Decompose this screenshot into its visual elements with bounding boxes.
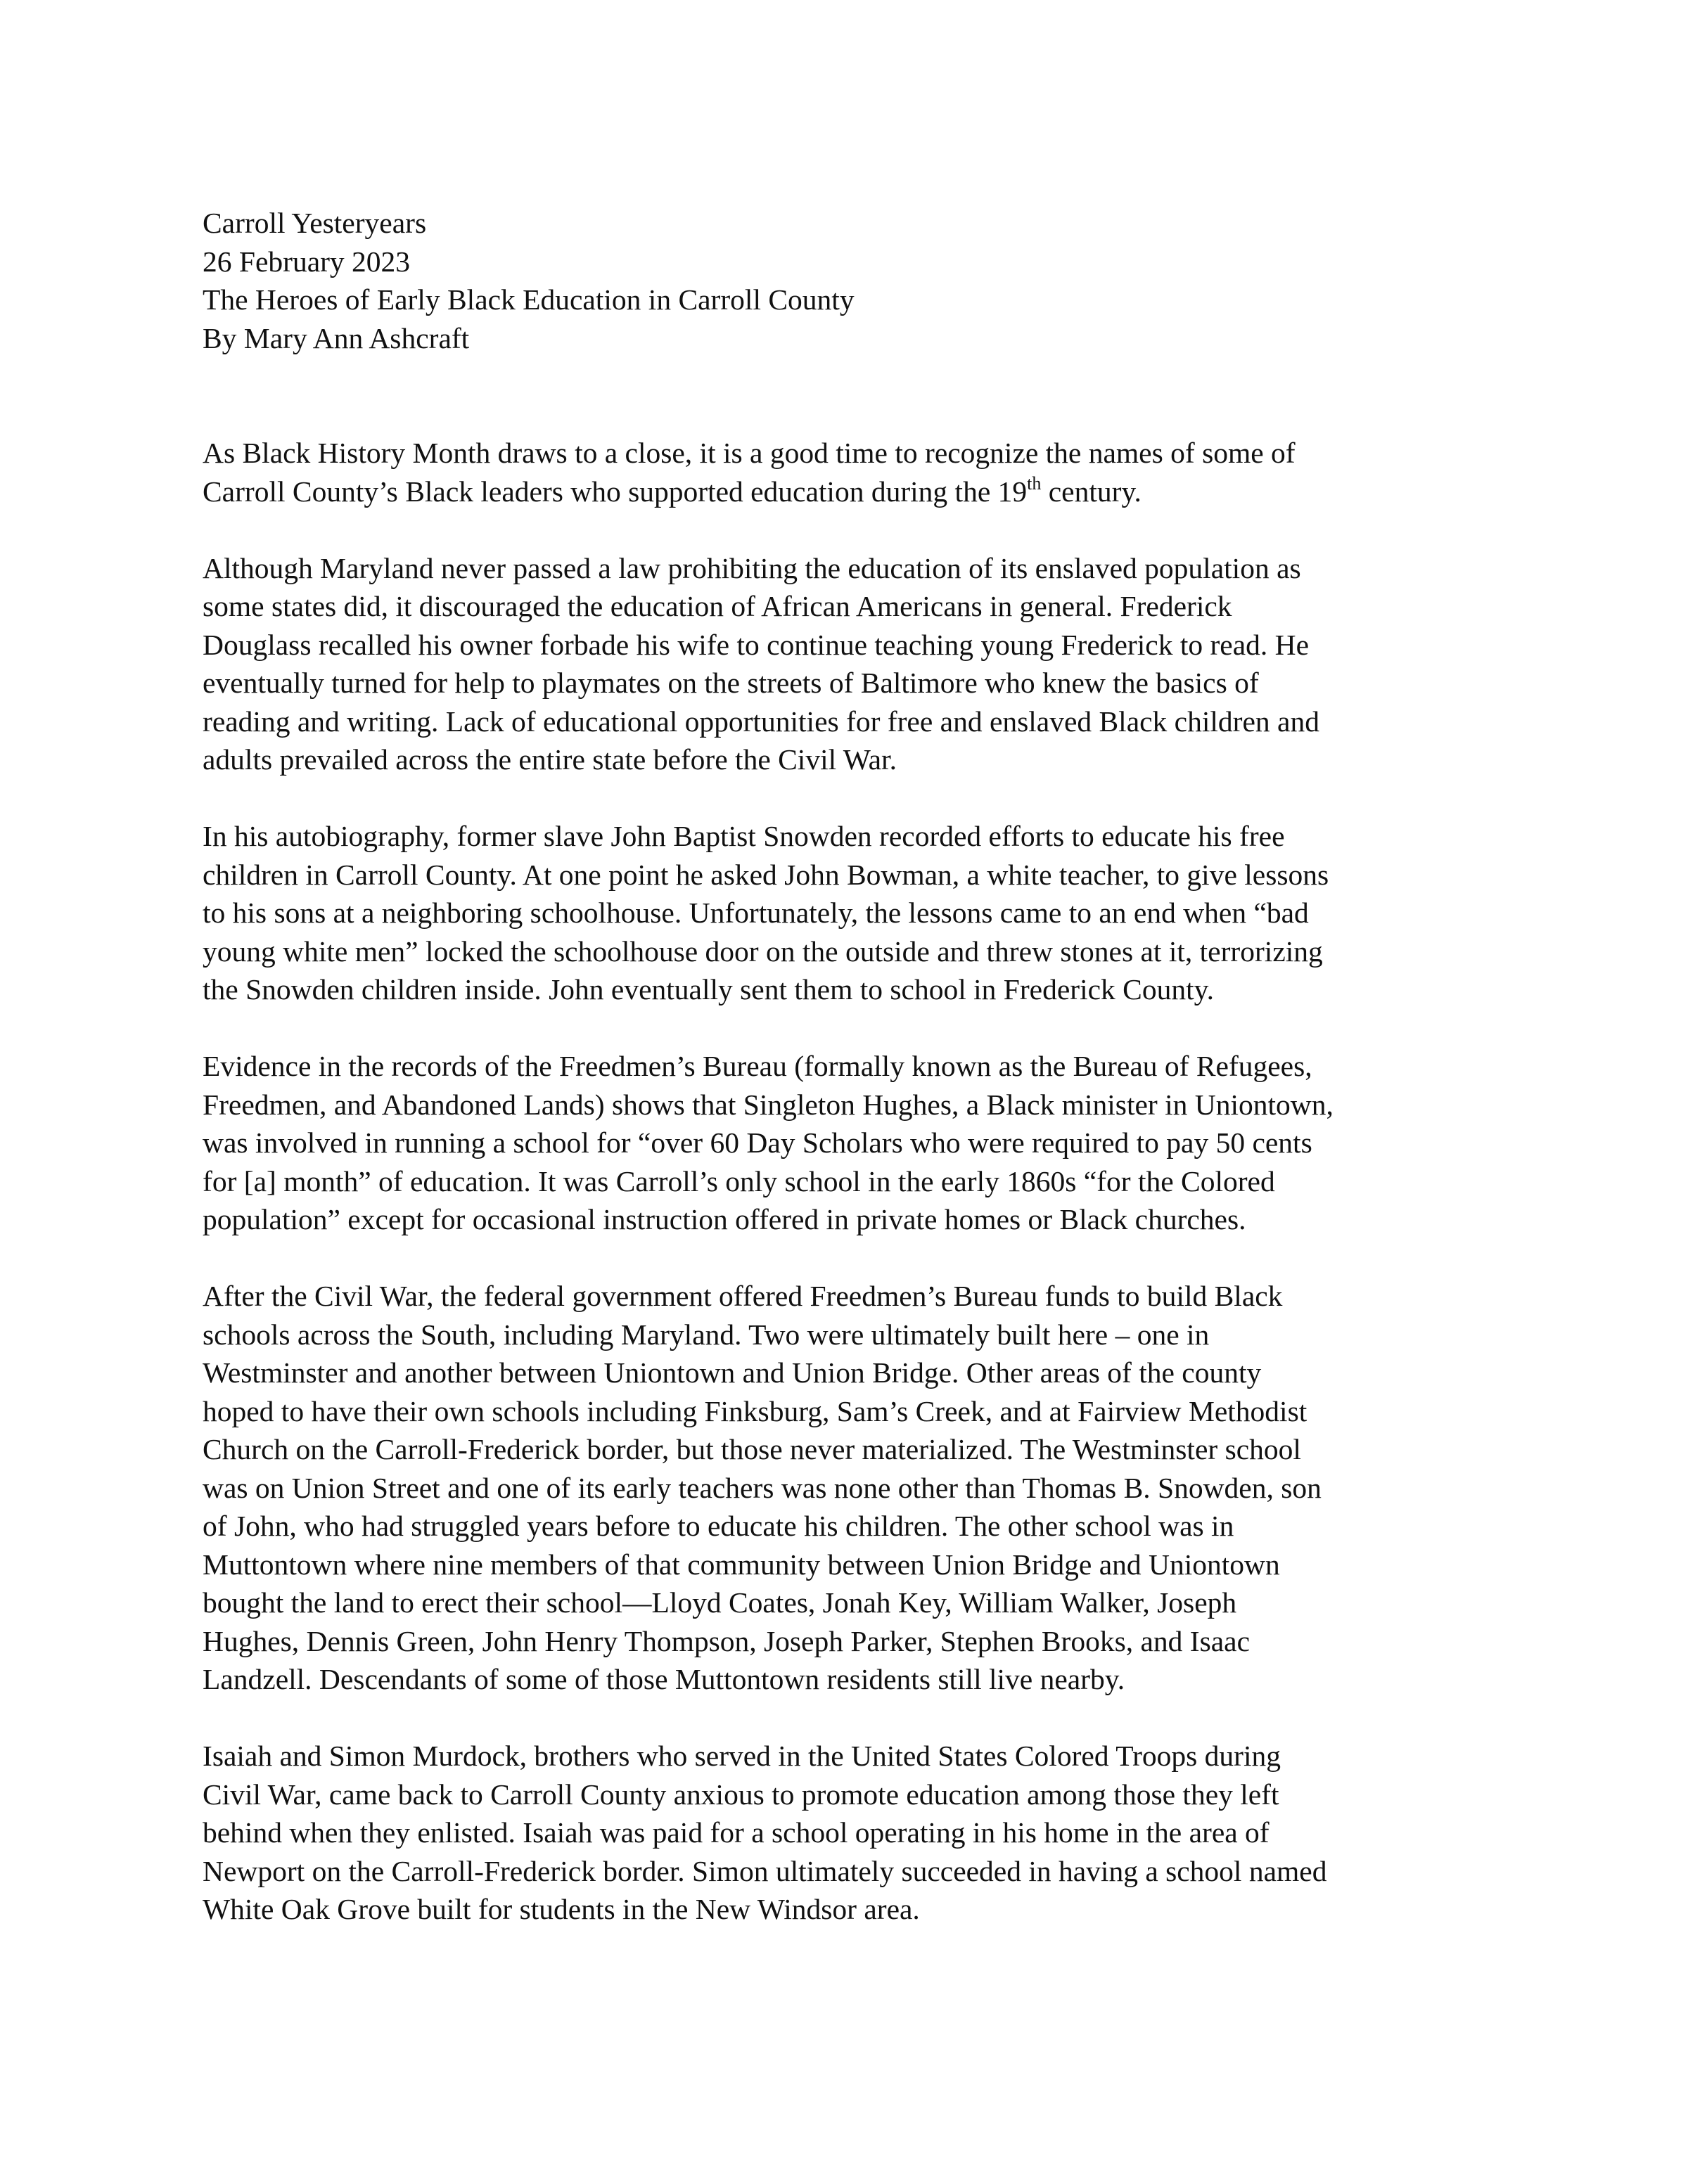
text-line: Although Maryland never passed a law prohibiting the education of its enslaved population as — [203, 551, 1301, 584]
text-line: Landzell. Descendants of some of those Muttontown residents still live nearby. — [203, 1663, 1125, 1695]
text-line: Douglass recalled his owner forbade his wife to continue teaching young Frederick to read. He — [203, 628, 1310, 661]
article-header — [203, 204, 1504, 357]
text-line: hoped to have their own schools including Finksburg, Sam’s Creek, and at Fairview Methodist — [203, 1394, 1307, 1427]
text-line: adults prevailed across the entire state before the Civil War. — [203, 743, 897, 776]
text-line: for [a] month” of education. It was Carroll’s only school in the early 1860s “for the Colored — [203, 1164, 1275, 1197]
paragraph-2 — [203, 549, 1504, 779]
text-line: population” except for occasional instruction offered in private homes or Black churches. — [203, 1203, 1246, 1235]
byline: By Mary Ann Ashcraft — [203, 321, 470, 354]
text-line: Evidence in the records of the Freedmen’s Bureau (formally known as the Bureau of Refugees, — [203, 1050, 1312, 1082]
text-line: some states did, it discouraged the education of African Americans in general. Frederick — [203, 590, 1232, 622]
text-line: to his sons at a neighboring schoolhouse. Unfortunately, the lessons came to an end when “bad — [203, 897, 1309, 929]
text-line: Hughes, Dennis Green, John Henry Thompson, Joseph Parker, Stephen Brooks, and Isaac — [203, 1624, 1250, 1657]
paragraph-5 — [203, 1277, 1504, 1699]
paragraph-3 — [203, 817, 1504, 1009]
column-name: Carroll Yesteryears — [203, 207, 427, 239]
text-line: Civil War, came back to Carroll County anxious to promote education among those they left — [203, 1778, 1279, 1811]
text-fragment: Carroll County’s Black leaders who supported education during the 19 — [203, 475, 1028, 508]
text-line: behind when they enlisted. Isaiah was paid for a school operating in his home in the area of — [203, 1816, 1270, 1849]
paragraph-1 — [203, 434, 1504, 510]
text-line: Muttontown where nine members of that community between Union Bridge and Uniontown — [203, 1548, 1280, 1581]
document-page — [203, 204, 1504, 1967]
text-line: As Black History Month draws to a close, it is a good time to recognize the names of some of — [203, 437, 1296, 469]
text-line: Westminster and another between Uniontown and Union Bridge. Other areas of the county — [203, 1356, 1262, 1389]
text-line — [203, 473, 1504, 511]
text-line: In his autobiography, former slave John Baptist Snowden recorded efforts to educate his free — [203, 820, 1285, 852]
text-fragment: century. — [1041, 475, 1142, 508]
text-line: Isaiah and Simon Murdock, brothers who served in the United States Colored Troops during — [203, 1740, 1281, 1772]
text-line: schools across the South, including Maryland. Two were ultimately built here – one in — [203, 1318, 1210, 1351]
article-date: 26 February 2023 — [203, 245, 411, 278]
text-line: eventually turned for help to playmates on the streets of Baltimore who knew the basics of — [203, 667, 1259, 699]
text-line: was involved in running a school for “over 60 Day Scholars who were required to pay 50 cents — [203, 1126, 1312, 1159]
text-line: the Snowden children inside. John eventually sent them to school in Frederick County. — [203, 973, 1215, 1006]
text-line: After the Civil War, the federal government offered Freedmen’s Bureau funds to build Black — [203, 1280, 1283, 1312]
text-line: White Oak Grove built for students in the New Windsor area. — [203, 1893, 920, 1925]
text-line: was on Union Street and one of its early teachers was none other than Thomas B. Snowden, son — [203, 1471, 1322, 1504]
paragraph-4 — [203, 1047, 1504, 1239]
text-line: of John, who had struggled years before to educate his children. The other school was in — [203, 1510, 1234, 1542]
paragraph-6 — [203, 1737, 1504, 1929]
ordinal-suffix: th — [1027, 473, 1042, 494]
text-line: children in Carroll County. At one point he asked John Bowman, a white teacher, to give lessons — [203, 858, 1329, 891]
text-line: reading and writing. Lack of educational opportunities for free and enslaved Black children and — [203, 705, 1319, 738]
text-line: Newport on the Carroll-Frederick border. Simon ultimately succeeded in having a school named — [203, 1854, 1327, 1887]
text-line: young white men” locked the schoolhouse door on the outside and threw stones at it, terrorizing — [203, 934, 1323, 968]
text-line: Freedmen, and Abandoned Lands) shows that Singleton Hughes, a Black minister in Uniontown, — [203, 1088, 1334, 1121]
text-line: bought the land to erect their school—Lloyd Coates, Jonah Key, William Walker, Joseph — [203, 1586, 1237, 1619]
text-line: Church on the Carroll-Frederick border, but those never materialized. The Westminster school — [203, 1433, 1301, 1465]
article-title: The Heroes of Early Black Education in Carroll County — [203, 283, 855, 316]
